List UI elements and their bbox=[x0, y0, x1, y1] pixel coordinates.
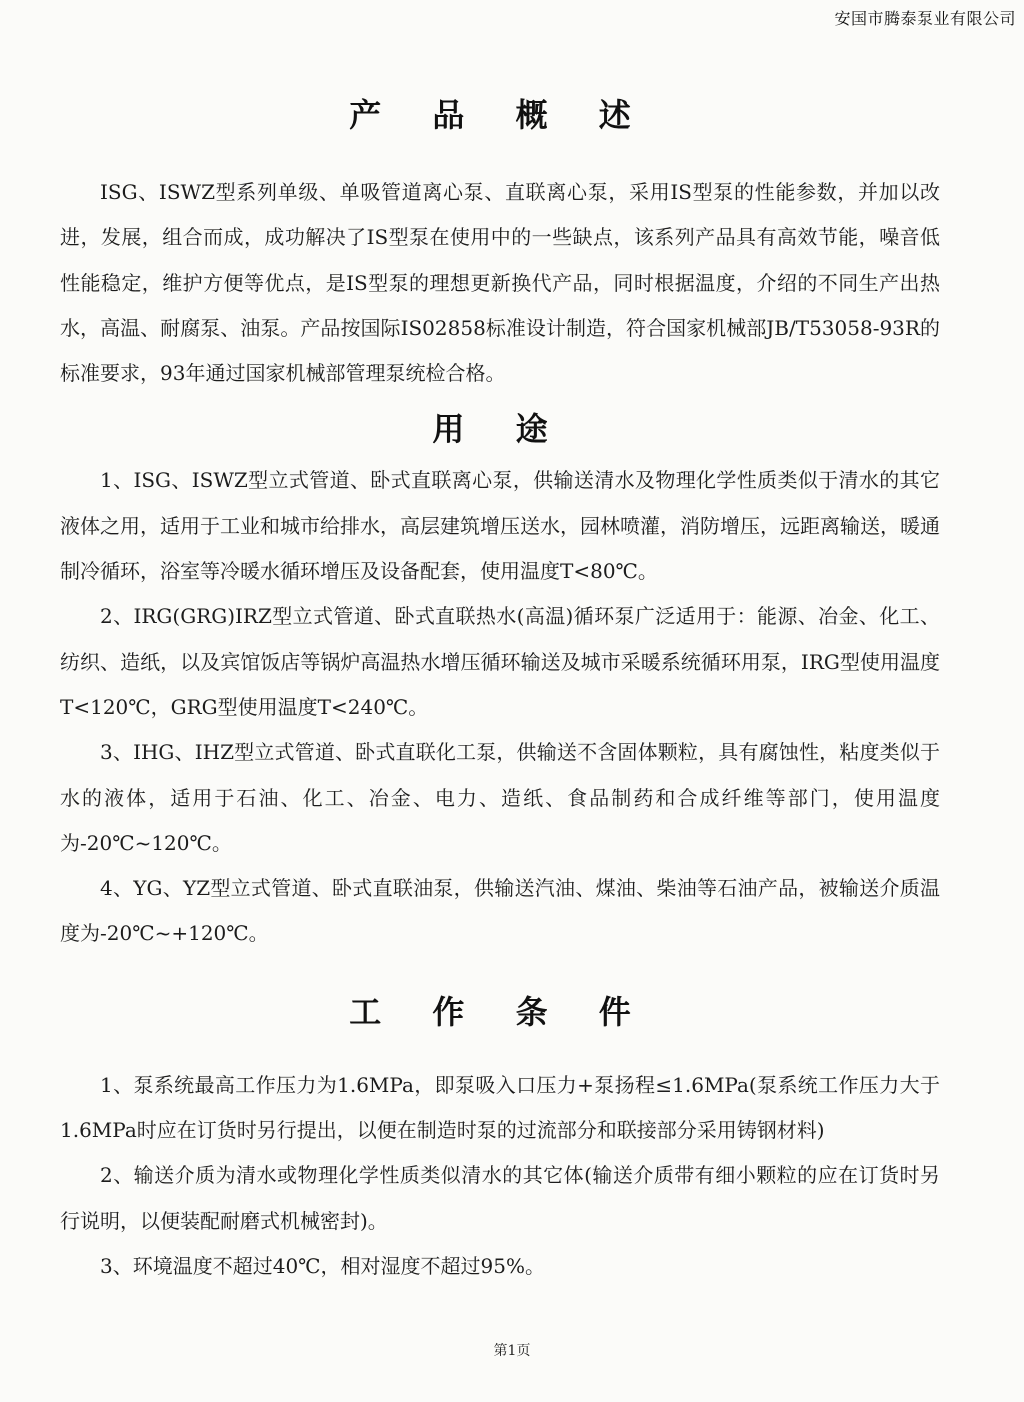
conditions-paragraph-2: 2、输送介质为清水或物理化学性质类似清水的其它体(输送介质带有细小颗粒的应在订货时另行说明，以便装配耐磨式机械密封)。 bbox=[60, 1163, 940, 1233]
usage-paragraph-2: 2、IRG(GRG)IRZ型立式管道、卧式直联热水(高温)循环泵广泛适用于：能源、冶金、化工、纺织、造纸，以及宾馆饭店等锅炉高温热水增压循环输送及城市采暖系统循环用泵，IRG型使用温度T<120℃，GRG型使用温度T<240℃。 bbox=[60, 604, 940, 719]
conditions-paragraph-1: 1、泵系统最高工作压力为1.6MPa，即泵吸入口压力+泵扬程≤1.6MPa(泵系统工作压力大于1.6MPa时应在订货时另行提出，以便在制造时泵的过流部分和联接部分采用铸钢材料) bbox=[60, 1072, 940, 1143]
document-body bbox=[60, 90, 940, 1289]
usage-paragraph-4: 4、YG、YZ型立式管道、卧式直联油泵，供输送汽油、煤油、柴油等石油产品，被输送介质温度为-20℃~+120℃。 bbox=[60, 876, 940, 946]
usage-paragraph-3: 3、IHG、IHZ型立式管道、卧式直联化工泵，供输送不含固体颗粒，具有腐蚀性，粘度类似于水的液体，适用于石油、化工、冶金、电力、造纸、食品制药和合成纤维等部门，使用温度为-20℃~120℃。 bbox=[60, 740, 940, 855]
company-name: 安国市腾泰泵业有限公司 bbox=[834, 9, 1016, 28]
section-title-overview: 产 品 概 述 bbox=[349, 96, 651, 134]
conditions-paragraph-3: 3、环境温度不超过40℃，相对湿度不超过95%。 bbox=[100, 1253, 545, 1278]
section-title-usage: 用 途 bbox=[432, 410, 568, 449]
page-number: 第1页 bbox=[493, 1343, 531, 1359]
usage-paragraph-1: 1、ISG、ISWZ型立式管道、卧式直联离心泵，供输送清水及物理化学性质类似于清水的其它液体之用，适用于工业和城市给排水，高层建筑增压送水，园林喷灌，消防增压，远距离输送，暖通制冷循环，浴室等冷暖水循环增压及设备配套，使用温度T<80℃。 bbox=[60, 468, 940, 584]
overview-paragraph: ISG、ISWZ型系列单级、单吸管道离心泵、直联离心泵，采用IS型泵的性能参数，并加以改进，发展，组合而成，成功解决了IS型泵在使用中的一些缺点，该系列产品具有高效节能，噪音低性能稳定，维护方便等优点，是IS型泵的理想更新换代产品，同时根据温度，介绍的不同生产出热水，高温、耐腐泵、油泵。产品按国际IS02858标准设计制造，符合国家机械部JB/T53058-93R的标准要求，93年通过国家机械部管理泵统检合格。 bbox=[60, 180, 940, 386]
section-title-conditions: 工 作 条 件 bbox=[349, 992, 651, 1031]
